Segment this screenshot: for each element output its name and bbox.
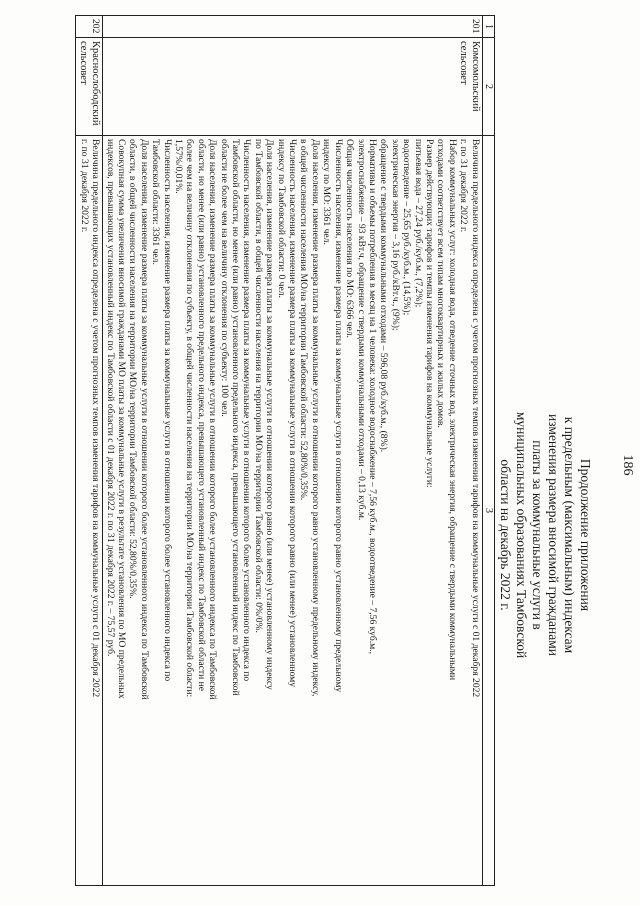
description-line: Численность населения, изменение размера платы за коммунальные услуги в отношении которого равно установленному предельному — [332, 139, 344, 693]
description-line: в общей численности населения МО/на территории Тамбовской области: 52,80%/0,35%. — [298, 139, 310, 501]
table-row — [76, 16, 103, 886]
table-header-row — [482, 16, 494, 886]
description-line: индексу по МО: 3361 чел. — [321, 139, 333, 245]
description-line: г. по 31 декабря 2022 г. — [78, 139, 90, 233]
description-line: Общая численность населения по МО: 6366 чел. — [344, 139, 356, 338]
header-cell-municipality: 2 — [482, 38, 494, 136]
description-line: Тамбовской области: 3361 чел. — [150, 139, 162, 265]
description-line: Численность населения, изменение размера платы за коммунальные услуги в отношении которого более установленного индекса по — [161, 139, 173, 682]
appendix-heading — [497, 255, 593, 815]
indices-table — [75, 15, 495, 886]
heading-line: платы за коммунальные услуги в — [530, 440, 545, 630]
description-line: Набор коммунальных услуг: холодная вода, отведение сточных вод, электрическая энергия, обращение с твердыми коммунальными — [446, 139, 458, 681]
description-line: индексу по Тамбовской области: 0 чел. — [275, 139, 287, 298]
header-cell-description: 3 — [482, 136, 494, 886]
heading-line: муниципальных образованиях Тамбовской — [514, 411, 529, 659]
description-line: питьевая вода – 27,24 руб./куб.м., (7,2%); — [412, 139, 424, 308]
description-line: водоотведение – 25,65 руб./куб.м., (14,5%); — [401, 139, 413, 316]
row-number: 202 — [76, 16, 103, 38]
description-line: Совокупная сумма увеличения вносимой гражданами МО платы за коммунальные услуги в результате установления по МО предельных — [116, 139, 127, 699]
table-row — [103, 16, 482, 886]
page-number: 186 — [620, 454, 635, 476]
row-number: 201 — [103, 16, 482, 38]
description-line: области, в общей численности населения на территории МО/на территории Тамбовской области: 52,80%/0,35%. — [127, 139, 139, 599]
description-line: Доля населения, изменение размера платы за коммунальные услуги в отношении которого более установленного индекса по Тамбовской — [138, 139, 150, 700]
description-line: отходами соответствует всем типам многоквартирных и жилых домов. — [435, 139, 447, 428]
description-line: Численность населения, изменение размера платы за коммунальные услуги в отношении которого равно (или менее) установленному — [287, 139, 299, 688]
description-line: Величина предельного индекса определена с учетом прогнозных темпов изменения тарифов на коммунальные услуги с 01 декабря 2022 — [469, 139, 481, 698]
description-line: Доля населения, изменение размера платы за коммунальные услуги в отношении которого равно (или менее) установленному индексу — [264, 139, 276, 690]
description-line: Доля населения, изменение размера платы за коммунальные услуги в отношении которого более установленного индекса по Тамбовской — [207, 139, 219, 700]
description-line: Численность населения, изменение размера платы за коммунальные услуги в отношении которого более установленного индекса по — [241, 139, 253, 682]
description-line: 1,57%/0,01%. — [173, 139, 185, 194]
description-line: Нормативы и объемы потребления в месяц на 1 человека: холодное водоснабжение – 7,56 куб.м., водоотведение – 7,56 куб.м., — [366, 139, 378, 654]
description-line: Величина предельного индекса определена с учетом прогнозных темпов изменения тарифов на коммунальные услуги с 01 декабря 2022 — [90, 139, 102, 698]
description-line: индексов, превышающих установленный индекс по Тамбовской области с 01 декабря 2022 г. по 31 декабря 2022 г. – 75,57 руб. — [104, 139, 116, 657]
description-line: электрическая энергия – 3,16 руб./кВт.ч., (9%); — [389, 139, 401, 331]
description-line: обращение с твердыми коммунальными отходами – 596,08 руб./куб.м., (8%). — [378, 139, 390, 453]
description-line: Размер действующих тарифов и темпы изменения тарифов на коммунальные услуги: — [423, 139, 435, 488]
heading-line: Продолжение приложения — [578, 458, 593, 612]
municipality-name: Комсомольский сельсовет — [103, 38, 482, 136]
header-cell-number: 1 — [482, 16, 494, 38]
description-line: Тамбовской области, но менее (или равно) установленного предельного индекса, превышающего установленный индекс по Тамбовской — [230, 139, 242, 696]
description-line: по Тамбовской области, в общей численности населения на территории МО/на территории Тамбовской области: 0%/0%. — [252, 139, 264, 633]
description-line: области не более чем на величину отклонения по субъекту: 100 чел. — [218, 139, 230, 417]
row-description — [76, 136, 103, 886]
heading-line: изменения размера вносимой гражданами — [546, 414, 561, 656]
description-line: области, но менее (или равно) установленного предельного индекса, превышающего установленный индекс по Тамбовской области не — [195, 139, 207, 692]
heading-line: к предельным (максимальным) индексам — [562, 416, 577, 654]
row-description — [103, 136, 482, 886]
description-line: г. по 31 декабря 2022 г. — [458, 139, 470, 233]
municipality-name: Краснослободский сельсовет — [76, 38, 103, 136]
heading-line: области на декабрь 2022 г. — [498, 459, 513, 611]
description-line: более чем на величину отклонения по субъекту, в общей численности населения на территории МО/на территории Тамбовской области: — [184, 139, 196, 698]
rotated-landscape-sheet — [35, 15, 635, 885]
description-line: Доля населения, изменение размера платы за коммунальные услуги в отношении которого равно установленному предельному индексу, — [309, 139, 321, 697]
description-line: электроснабжение – 93 кВт.ч, обращение с твердыми коммунальными отходами – 0,13 куб.м. — [355, 139, 367, 521]
